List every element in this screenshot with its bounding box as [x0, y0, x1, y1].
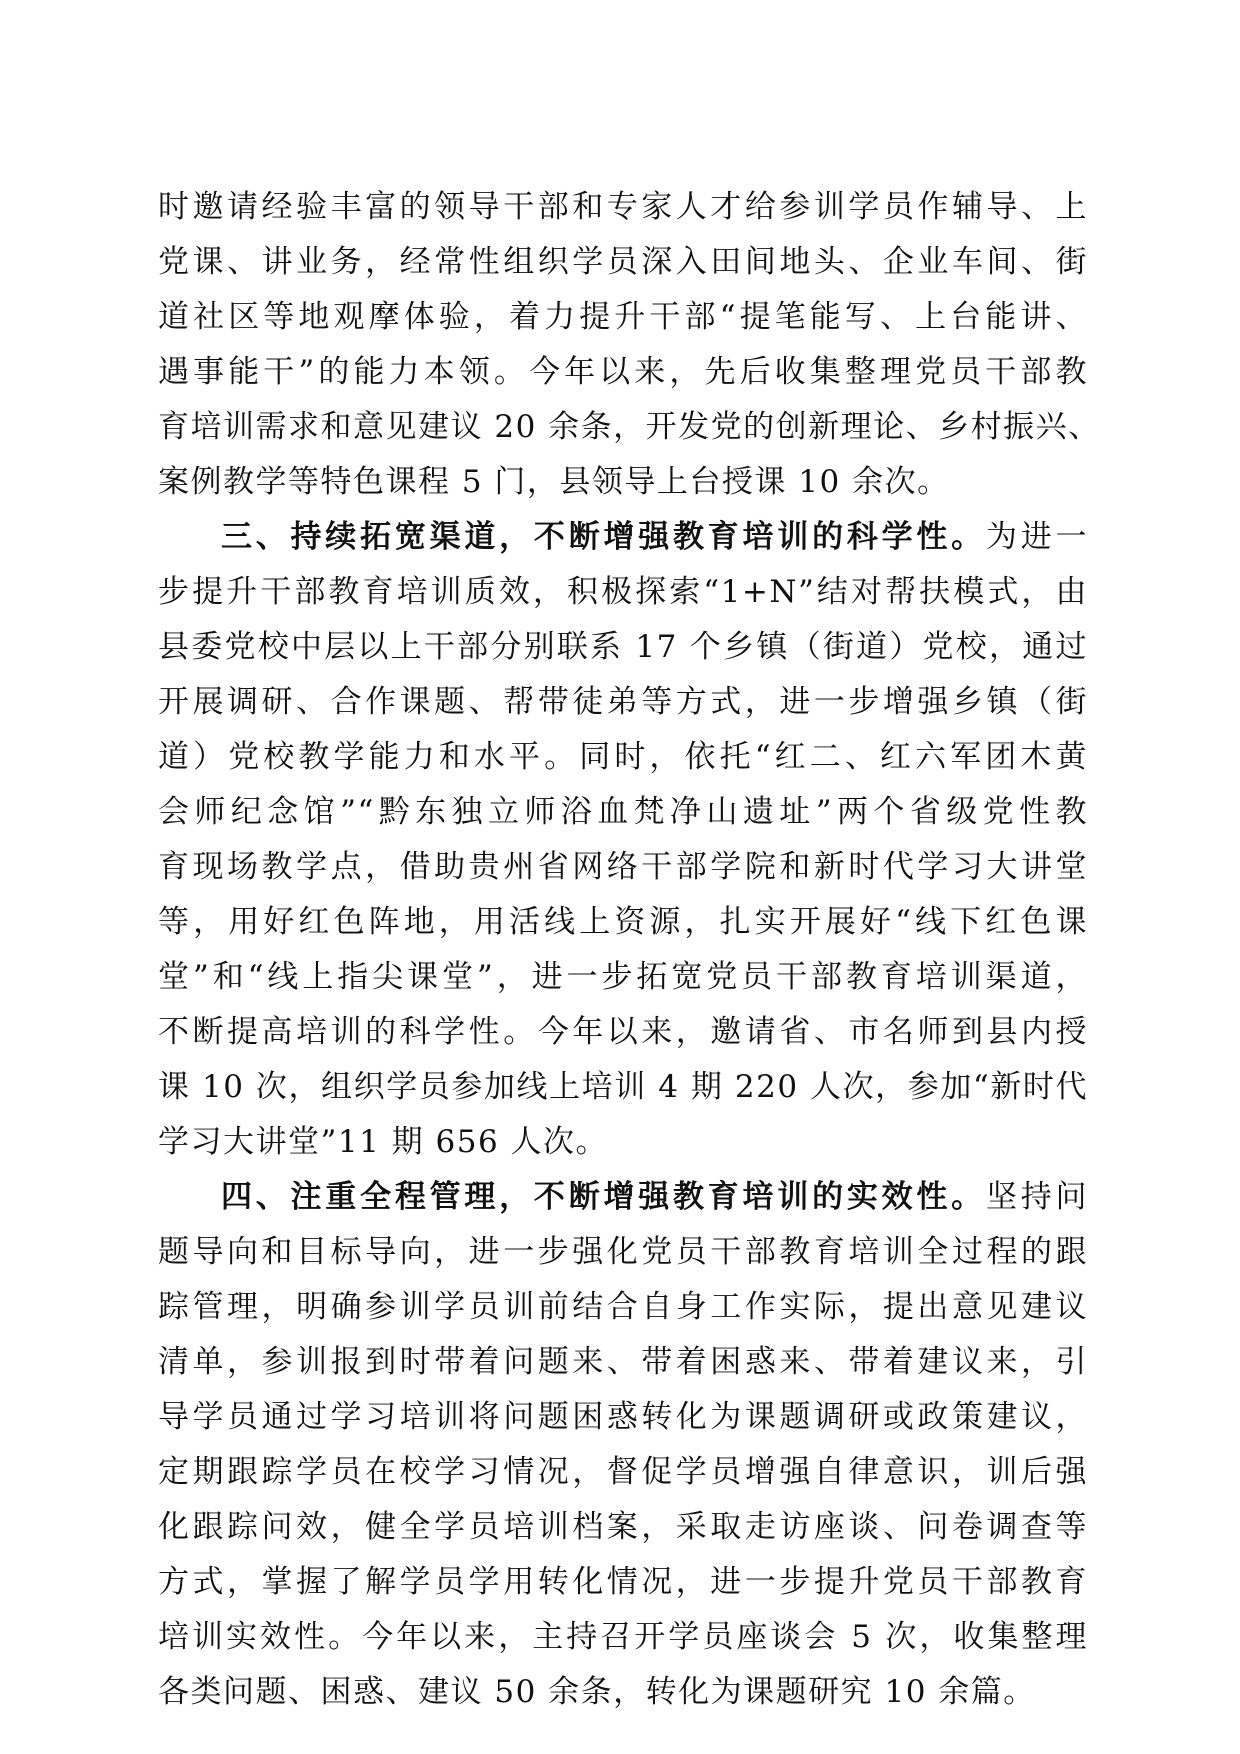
text-line: 步提升干部教育培训质效，积极探索“1+N”结对帮扶模式，由: [158, 574, 1088, 610]
section-three-lead-text: 为进一: [985, 519, 1089, 555]
text-line: 育培训需求和意见建议 20 余条，开发党的创新理论、乡村振兴、: [158, 409, 1101, 445]
text-line: 题导向和目标导向，进一步强化党员干部教育培训全过程的跟: [158, 1234, 1088, 1270]
text-line: 遇事能干”的能力本领。今年以来，先后收集整理党员干部教: [158, 354, 1088, 390]
text-line: 时邀请经验丰富的领导干部和专家人才给参训学员作辅导、上: [158, 189, 1088, 225]
section-four-heading: 四、注重全程管理，不断增强教育培训的实效性。: [221, 1179, 986, 1215]
text-line: 道社区等地观摩体验，着力提升干部“提笔能写、上台能讲、: [158, 299, 1088, 335]
text-line: 县委党校中层以上干部分别联系 17 个乡镇（街道）党校，通过: [158, 629, 1088, 665]
text-line: 培训实效性。今年以来，主持召开学员座谈会 5 次，收集整理: [158, 1619, 1088, 1655]
text-line: 等，用好红色阵地，用活线上资源，扎实开展好“线下红色课: [158, 904, 1088, 940]
section-four-first-line: [158, 1170, 1088, 1225]
section-three-heading: 三、持续拓宽渠道，不断增强教育培训的科学性。: [221, 519, 986, 555]
text-line: 导学员通过学习培训将问题困惑转化为课题调研或政策建议，: [158, 1399, 1088, 1435]
text-line: 道）党校教学能力和水平。同时，依托“红二、红六军团木黄: [158, 739, 1088, 775]
body-text: [158, 180, 1101, 1720]
text-line: 会师纪念馆”“黔东独立师浴血梵净山遗址”两个省级党性教: [158, 794, 1088, 830]
text-line: 各类问题、困惑、建议 50 余条，转化为课题研究 10 余篇。: [158, 1674, 1036, 1710]
text-line: 踪管理，明确参训学员训前结合自身工作实际，提出意见建议: [158, 1289, 1088, 1325]
text-line: 党课、讲业务，经常性组织学员深入田间地头、企业车间、街: [158, 244, 1088, 280]
text-line: 课 10 次，组织学员参加线上培训 4 期 220 人次，参加“新时代: [158, 1069, 1088, 1105]
text-line: 清单，参训报到时带着问题来、带着困惑来、带着建议来，引: [158, 1344, 1088, 1380]
text-line: 方式，掌握了解学员学用转化情况，进一步提升党员干部教育: [158, 1564, 1088, 1600]
text-line: 不断提高培训的科学性。今年以来，邀请省、市名师到县内授: [158, 1014, 1088, 1050]
text-line: 学习大讲堂”11 期 656 人次。: [158, 1124, 609, 1160]
text-line: 堂”和“线上指尖课堂”，进一步拓宽党员干部教育培训渠道，: [158, 959, 1088, 995]
text-line: 开展调研、合作课题、帮带徒弟等方式，进一步增强乡镇（街: [158, 684, 1088, 720]
section-four-lead-text: 坚持问: [985, 1179, 1089, 1215]
text-line: 定期跟踪学员在校学习情况，督促学员增强自律意识，训后强: [158, 1454, 1088, 1490]
section-three-first-line: [158, 510, 1088, 565]
text-line: 案例教学等特色课程 5 门，县领导上台授课 10 余次。: [158, 464, 950, 500]
text-line: 化跟踪问效，健全学员培训档案，采取走访座谈、问卷调查等: [158, 1509, 1088, 1545]
text-line: 育现场教学点，借助贵州省网络干部学院和新时代学习大讲堂: [158, 849, 1088, 885]
